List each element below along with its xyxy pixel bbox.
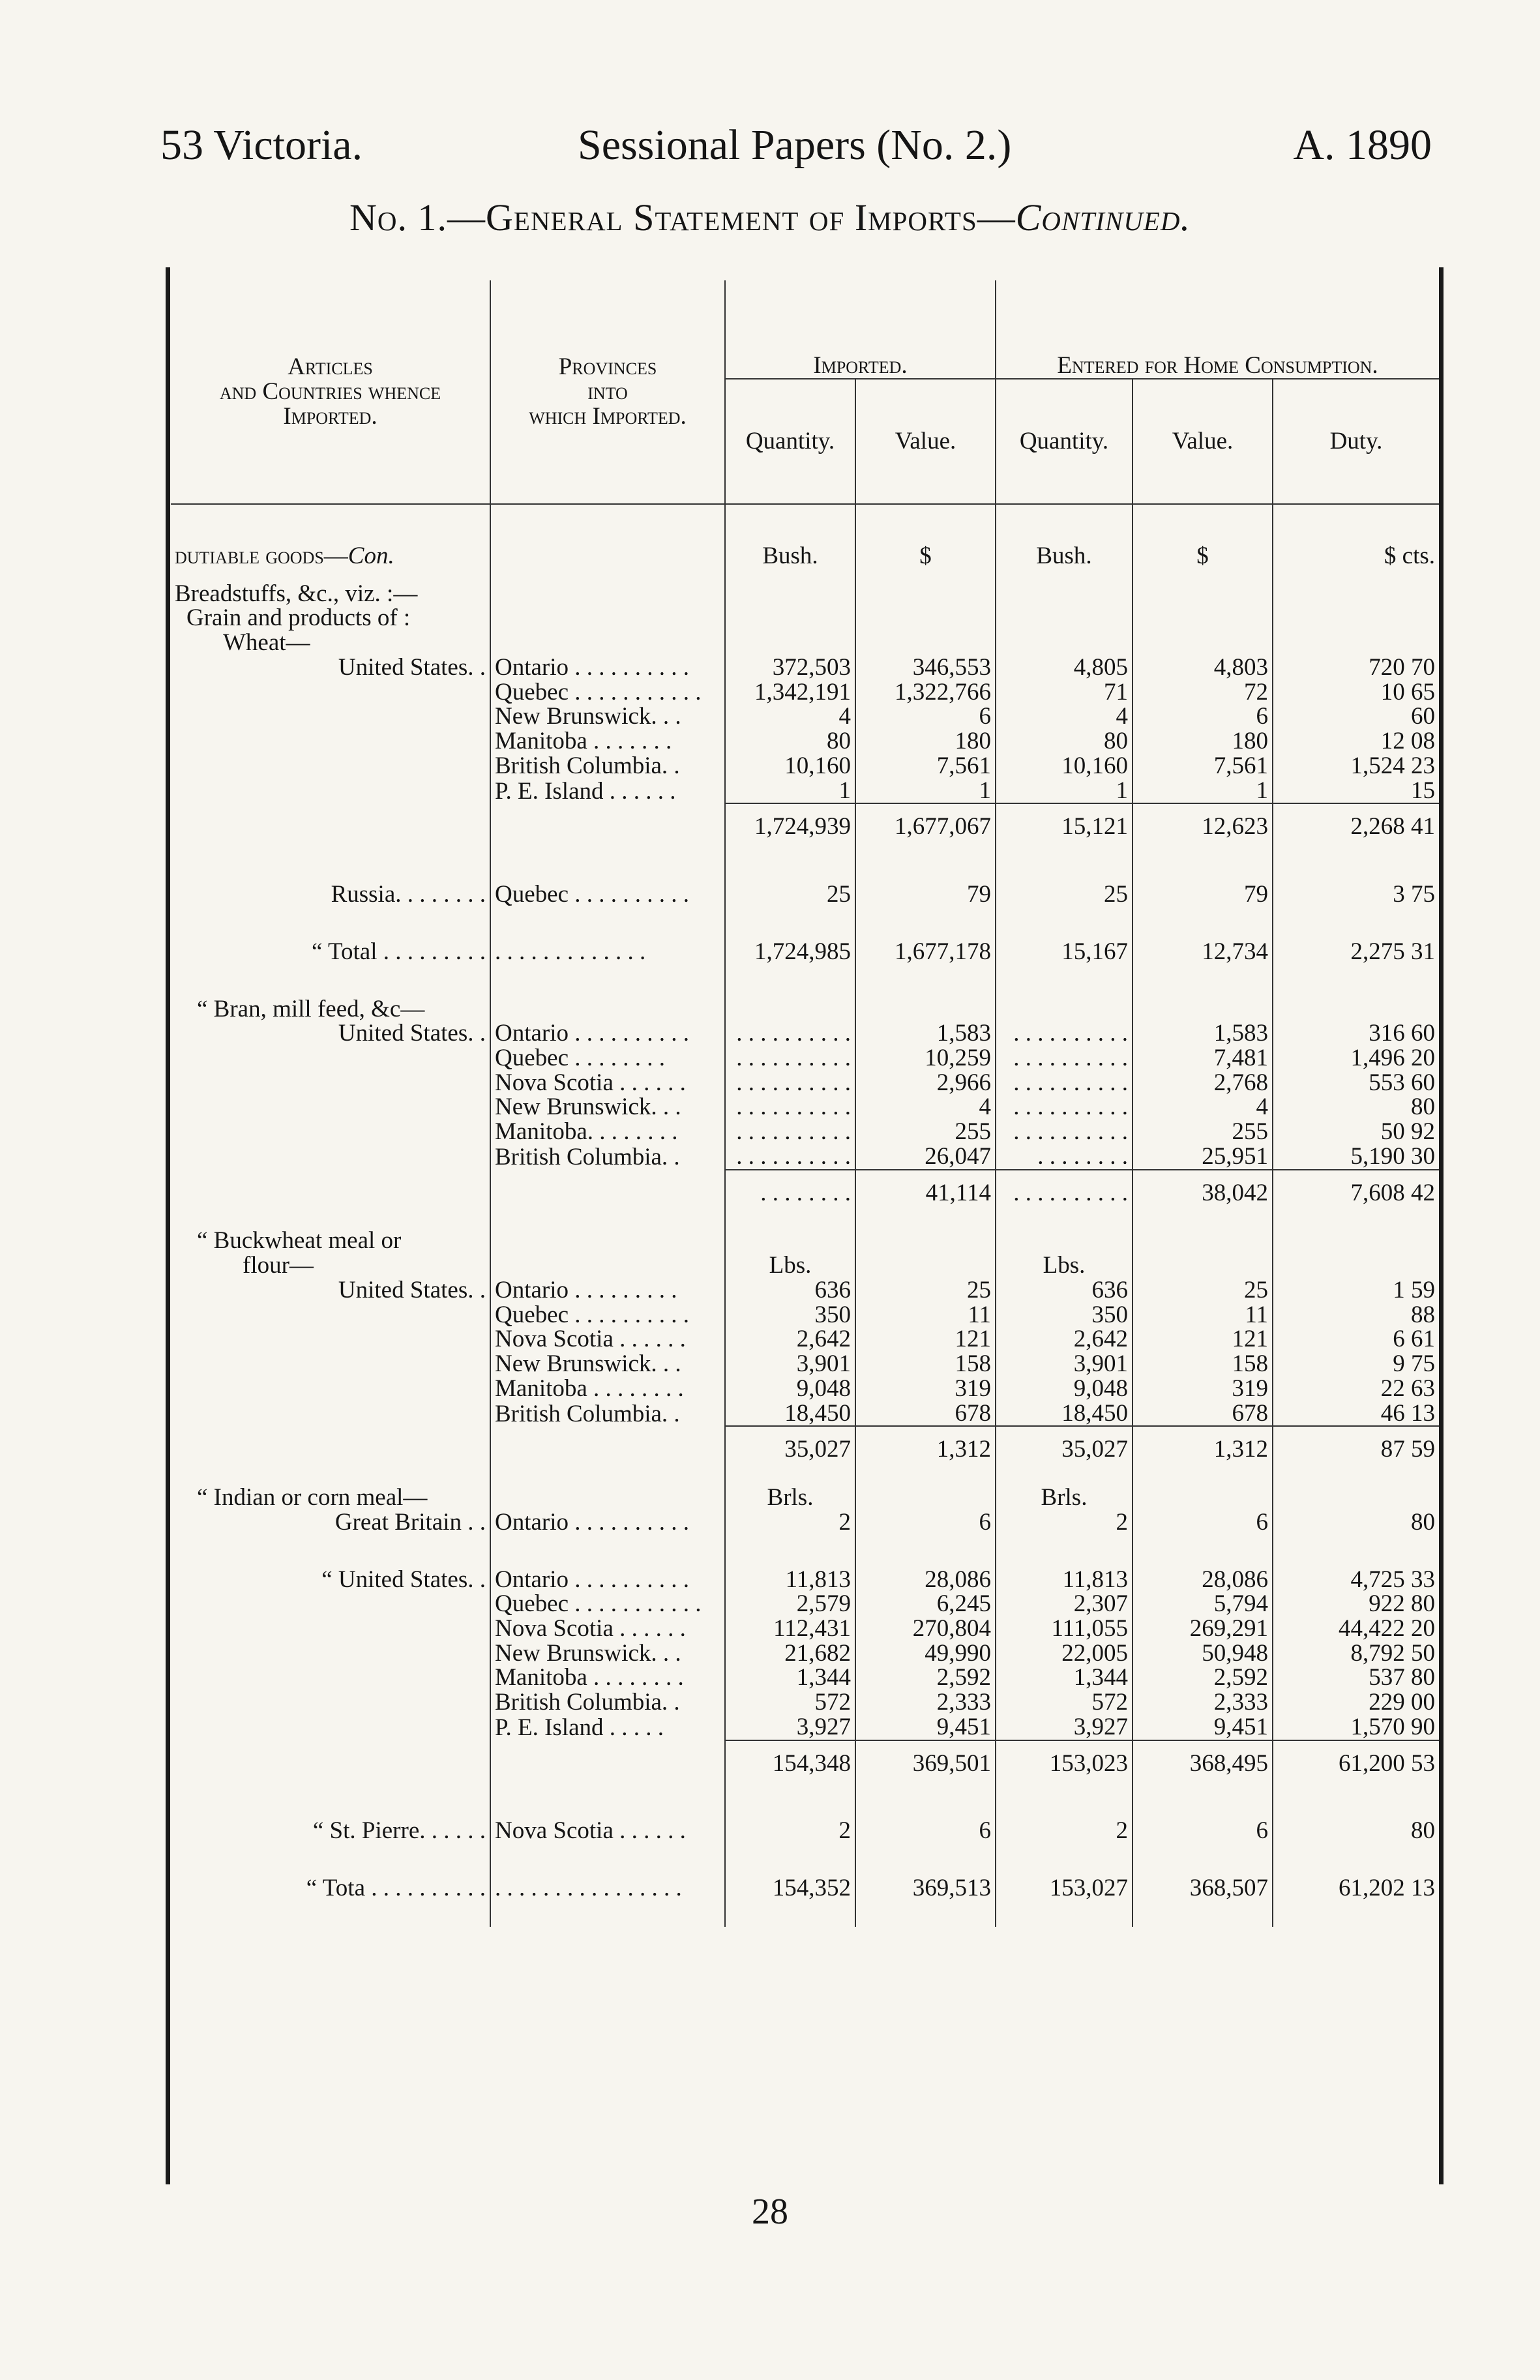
home-value-header: Value.: [1133, 379, 1273, 504]
units-row: [171, 504, 1439, 569]
table-row: Manitoba . . . . . . . . 9,048 319 9,048 319 22 63: [171, 1376, 1439, 1401]
table-row: British Columbia. . 572 2,333 572 2,333 229 00: [171, 1690, 1439, 1715]
unit-value: $: [855, 504, 996, 569]
table-row: Manitoba. . . . . . . . . . . . . . . . . . 255 . . . . . . . . . . 255 50 92: [171, 1120, 1439, 1144]
table-row: British Columbia. . 10,160 7,561 10,160 7,561 1,524 23: [171, 754, 1439, 779]
total-row: “ Tota . . . . . . . . . . . . . . . . . . . . . . . . . . 154,352 369,513 153,027 368,507 61,202 13: [171, 1876, 1439, 1901]
table-row: Russia. . . . . . . . Quebec . . . . . . . . . . 25 79 25 79 3 75: [171, 882, 1439, 907]
home-quantity-header: Quantity.: [996, 379, 1133, 504]
table-row: United States. . Ontario . . . . . . . . . . 372,503 346,553 4,805 4,803 720 70: [171, 655, 1439, 680]
list-item: “ Buckwheat meal or: [171, 1215, 1439, 1253]
unit-home-value: $: [1133, 504, 1273, 569]
imports-table: [171, 280, 1439, 1927]
unit-home-quantity: Bush.: [996, 504, 1133, 569]
table-row: United States. . Ontario . . . . . . . . . . . . . . . . . . . . 1,583 . . . . . . . . . . 1,583 316 60: [171, 1021, 1439, 1046]
table-row: Manitoba . . . . . . . . 1,344 2,592 1,344 2,592 537 80: [171, 1665, 1439, 1690]
table-row: Nova Scotia . . . . . . 2,642 121 2,642 121 6 61: [171, 1327, 1439, 1352]
page-title: [0, 196, 1540, 239]
table-row: New Brunswick. . . . . . . . . . . . . 4 . . . . . . . . . . 4 80: [171, 1095, 1439, 1120]
table-row: United States. . Ontario . . . . . . . . . 636 25 636 25 1 59: [171, 1278, 1439, 1303]
unit-duty: $ cts.: [1384, 543, 1435, 569]
subtotal-row: . . . . . . . . 41,114 . . . . . . . . . . 38,042 7,608 42: [171, 1170, 1439, 1216]
year-label: A. 1890: [1293, 121, 1432, 169]
table-row: Quebec . . . . . . . . . . . 1,342,191 1,322,766 71 72 10 65: [171, 680, 1439, 705]
table-row: Manitoba . . . . . . . 80 180 80 180 12 08: [171, 729, 1439, 754]
table-row: New Brunswick. . . 3,901 158 3,901 158 9 75: [171, 1352, 1439, 1376]
session-label: 53 Victoria.: [160, 121, 363, 169]
title-continued: Continued.: [1015, 196, 1191, 239]
table-row: Nova Scotia . . . . . . . . . . . . . . . . 2,966 . . . . . . . . . . 2,768 553 60: [171, 1071, 1439, 1095]
list-item: Wheat—: [171, 631, 1439, 655]
list-item: “ Indian or corn meal— Brls. Brls.: [171, 1472, 1439, 1510]
list-item: “ Bran, mill feed, &c—: [171, 997, 1439, 1022]
subtotal-row: 154,348 369,501 153,023 368,495 61,200 53: [171, 1740, 1439, 1787]
title-main: No. 1.—General Statement of Imports—: [349, 196, 1016, 239]
articles-column-header: Articles and Countries whence Imported.: [171, 280, 490, 504]
table-row: British Columbia. . 18,450 678 18,450 678 46 13: [171, 1401, 1439, 1427]
unit-quantity: Bush.: [725, 504, 855, 569]
table-row: Quebec . . . . . . . . . . . 2,579 6,245 2,307 5,794 922 80: [171, 1592, 1439, 1616]
table-row: Quebec . . . . . . . . . . 350 11 350 11 88: [171, 1303, 1439, 1328]
value-header: Value.: [855, 379, 996, 504]
table-row: Nova Scotia . . . . . . 112,431 270,804 111,055 269,291 44,422 20: [171, 1616, 1439, 1641]
table-row: P. E. Island . . . . . . 1 1 1 1 15: [171, 779, 1439, 804]
imported-group-header: Imported.: [725, 280, 996, 379]
subtotal-row: 1,724,939 1,677,067 15,121 12,623 2,268 41: [171, 803, 1439, 850]
list-item: Breadstuffs, &c., viz. :—: [171, 569, 1439, 606]
table-row: Great Britain . . Ontario . . . . . . . . . . 2 6 2 6 80: [171, 1510, 1439, 1535]
sessional-papers-label: Sessional Papers (No. 2.): [578, 121, 1012, 169]
provinces-column-header: Provinces into which Imported.: [490, 280, 725, 504]
quantity-header: Quantity.: [725, 379, 855, 504]
table-row: “ United States. . Ontario . . . . . . . . . . 11,813 28,086 11,813 28,086 4,725 33: [171, 1568, 1439, 1592]
page-number: 28: [752, 2192, 788, 2232]
home-consumption-group-header: Entered for Home Consumption.: [996, 280, 1439, 379]
header-row: [171, 280, 1439, 379]
list-item: flour— Lbs. Lbs.: [171, 1253, 1439, 1278]
section-label: dutiable goods—Con.: [171, 504, 490, 569]
table-row: Quebec . . . . . . . . . . . . . . . . . . 10,259 . . . . . . . . . . 7,481 1,496 20: [171, 1046, 1439, 1071]
page-header: [160, 121, 1432, 192]
subtotal-row: 35,027 1,312 35,027 1,312 87 59: [171, 1426, 1439, 1472]
table-row: P. E. Island . . . . . 3,927 9,451 3,927 9,451 1,570 90: [171, 1715, 1439, 1740]
total-row: “ Total . . . . . . . . . . . . . . . . . . . . . . 1,724,985 1,677,178 15,167 12,734 2,275 31: [171, 940, 1439, 964]
table-row: “ St. Pierre. . . . . . Nova Scotia . . . . . . 2 6 2 6 80: [171, 1819, 1439, 1843]
duty-header: Duty.: [1273, 379, 1439, 504]
list-item: Grain and products of :: [171, 606, 1439, 631]
table-row: New Brunswick. . . 4 6 4 6 60: [171, 704, 1439, 729]
table-row: British Columbia. . . . . . . . . . . . 26,047 . . . . . . . . 25,951 5,190 30: [171, 1144, 1439, 1170]
table-row: New Brunswick. . . 21,682 49,990 22,005 50,948 8,792 50: [171, 1641, 1439, 1666]
